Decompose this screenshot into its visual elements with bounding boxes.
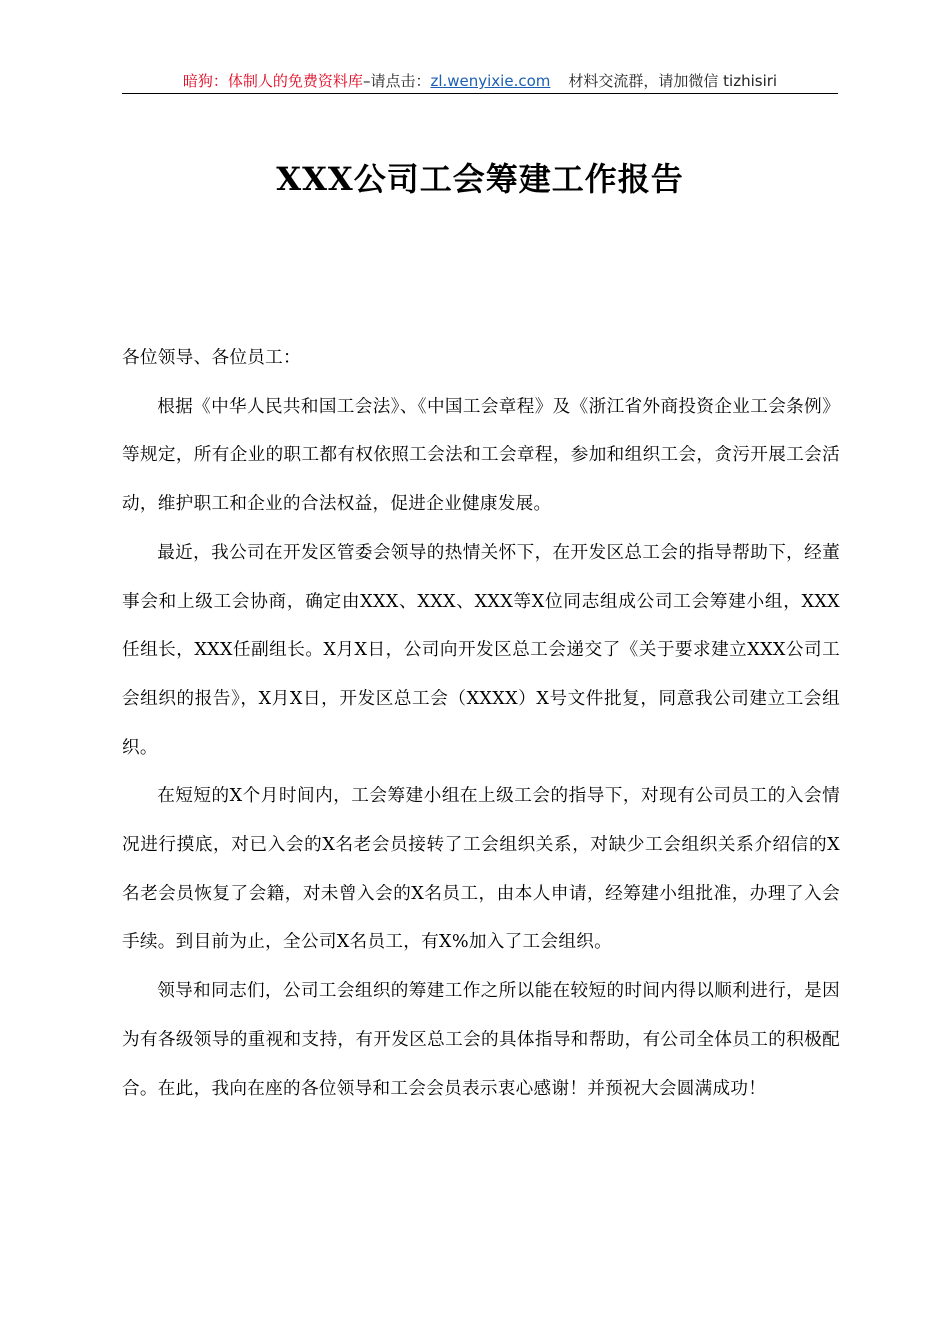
document-title: XXX公司工会筹建工作报告: [276, 160, 684, 198]
paragraph-membership: 在短短的X个月时间内，工会筹建小组在上级工会的指导下，对现有公司员工的入会情况进行摸底，对已入会的X名老会员接转了工会组织关系，对缺少工会组织关系介绍信的X名老会员恢复了会籍，对未曾入会的X名员工，由本人申请，经筹建小组批准，办理了入会手续。到目前为止，全公司X名员工，有X%加入了工会组织。: [122, 786, 840, 953]
header-promo-text: 暗狗：体制人的免费资料库: [182, 72, 363, 90]
paragraph-preparation-group: 最近，我公司在开发区管委会领导的热情关怀下，在开发区总工会的指导帮助下，经董事会和上级工会协商，确定由XXX、XXX、XXX等X位同志组成公司工会筹建小组，XXX任组长，XXX任副组长。X月X日，公司向开发区总工会递交了《关于要求建立XXX公司工会组织的报告》，X月X日，开发区总工会（XXXX）X号文件批复，同意我公司建立工会组织。: [122, 542, 840, 758]
header-divider: [122, 93, 838, 94]
page-header: [122, 70, 838, 92]
header-website-link[interactable]: zl.wenyixie.com: [430, 72, 551, 90]
paragraph-legal-basis: 根据《中华人民共和国工会法》、《中国工会章程》及《浙江省外商投资企业工会条例》等规定，所有企业的职工都有权依照工会法和工会章程，参加和组织工会，贪污开展工会活动，维护职工和企业的合法权益，促进企业健康发展。: [122, 396, 840, 515]
document-body: [122, 334, 840, 1113]
paragraph-thanks: 领导和同志们，公司工会组织的筹建工作之所以能在较短的时间内得以顺利进行，是因为有各级领导的重视和支持，有开发区总工会的具体指导和帮助，有公司全体员工的积极配合。在此，我向在座的各位领导和工会会员表示衷心感谢！并预祝大会圆满成功！: [122, 981, 840, 1099]
header-contact-text: 材料交流群，请加微信 tizhisiri: [568, 72, 778, 90]
header-click-prefix: –请点击：: [362, 72, 431, 90]
salutation: 各位领导、各位员工：: [122, 348, 301, 368]
